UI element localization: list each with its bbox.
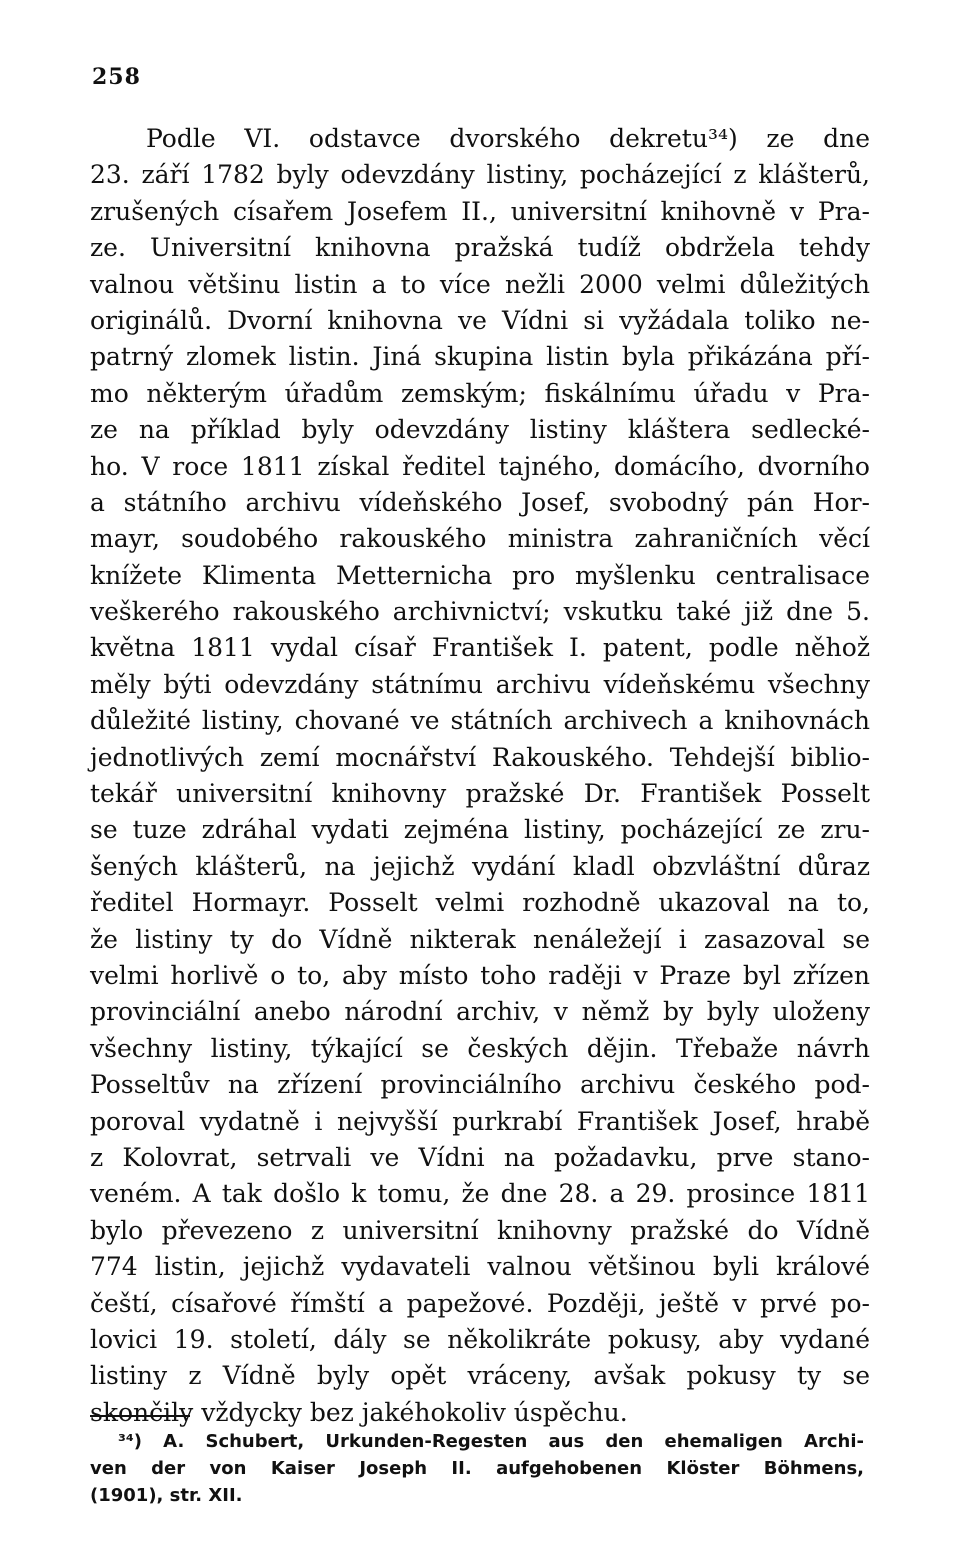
footnote-line: (1901), str. XII. bbox=[90, 1485, 243, 1506]
text-line: mo některým úřadům zemským; fiskálnímu úřadu v Pra- bbox=[90, 378, 870, 408]
text-line: patrný zlomek listin. Jiná skupina listin byla přikázána pří- bbox=[90, 342, 870, 372]
text-line: tekář universitní knihovny pražské Dr. František Posselt bbox=[90, 779, 870, 809]
footnote bbox=[90, 1428, 864, 1509]
text-line: poroval vydatně i nejvyšší purkrabí František Josef, hrabě bbox=[90, 1106, 870, 1136]
text-line: ho. V roce 1811 získal ředitel tajného, domácího, dvorního bbox=[90, 451, 870, 481]
text-line: z Kolovrat, setrvali ve Vídni na požadavku, prve stano- bbox=[90, 1142, 870, 1172]
text-line: ze. Universitní knihovna pražská tudíž obdržela tehdy bbox=[90, 233, 870, 263]
text-line: veném. A tak došlo k tomu, že dne 28. a 29. prosince 1811 bbox=[90, 1179, 870, 1209]
text-line: že listiny ty do Vídně nikterak nenáležejí i zasazoval se bbox=[90, 924, 870, 954]
text-line: a státního archivu vídeňského Josef, svobodný pán Hor- bbox=[90, 487, 870, 517]
text-line: listiny z Vídně byly opět vráceny, avšak pokusy ty se bbox=[90, 1361, 870, 1391]
text-line: šených klášterů, na jejichž vydání kladl obzvláštní důraz bbox=[90, 851, 870, 881]
text-line: jednotlivých zemí mocnářství Rakouského. Tehdejší biblio- bbox=[90, 742, 870, 772]
text-line: všechny listiny, týkající se českých dějin. Třebaže návrh bbox=[90, 1033, 870, 1063]
main-text bbox=[90, 121, 870, 1431]
footnote-divider bbox=[90, 1415, 190, 1417]
text-line: ze na příklad byly odevzdány listiny kláštera sedlecké- bbox=[90, 415, 870, 445]
footnote-line: ³⁴) A. Schubert, Urkunden-Regesten aus den ehemaligen Archi- bbox=[118, 1431, 864, 1452]
text-line: provinciální anebo národní archiv, v němž by byly uloženy bbox=[90, 997, 870, 1027]
text-line: valnou většinu listin a to více nežli 2000 velmi důležitých bbox=[90, 269, 870, 299]
text-line: důležité listiny, chované ve státních archivech a knihovnách bbox=[90, 706, 870, 736]
text-line: bylo převezeno z universitní knihovny pražské do Vídně bbox=[90, 1215, 870, 1245]
text-line: lovici 19. století, dály se několikráte pokusy, aby vydané bbox=[90, 1324, 870, 1354]
text-line: mayr, soudobého rakouského ministra zahraničních věcí bbox=[90, 524, 870, 554]
text-line: Posseltův na zřízení provinciálního archivu českého pod- bbox=[90, 1070, 870, 1100]
text-line: originálů. Dvorní knihovna ve Vídni si vyžádala toliko ne- bbox=[90, 305, 870, 335]
text-line: května 1811 vydal císař František I. patent, podle něhož bbox=[90, 633, 870, 663]
text-line: knížete Klimenta Metternicha pro myšlenku centralisace bbox=[90, 560, 870, 590]
text-line: ředitel Hormayr. Posselt velmi rozhodně ukazoval na to, bbox=[90, 888, 870, 918]
text-line: 774 listin, jejichž vydavateli valnou většinou byli králové bbox=[90, 1252, 870, 1282]
text-line: zrušených císařem Josefem II., universitní knihovně v Pra- bbox=[90, 196, 870, 226]
text-line: skončily vždycky bez jakéhokoliv úspěchu. bbox=[90, 1397, 628, 1427]
text-line: měly býti odevzdány státnímu archivu vídeňskému všechny bbox=[90, 669, 870, 699]
text-line: 23. září 1782 byly odevzdány listiny, pocházející z klášterů, bbox=[90, 160, 870, 190]
text-line: čeští, císařové římští a papežové. Později, ještě v prvé po- bbox=[90, 1288, 870, 1318]
text-line: se tuze zdráhal vydati zejména listiny, pocházející ze zru- bbox=[90, 815, 870, 845]
text-line: Podle VI. odstavce dvorského dekretu³⁴) ze dne bbox=[146, 124, 870, 153]
text-line: veškerého rakouského archivnictví; vskutku také již dne 5. bbox=[90, 597, 870, 627]
footnote-line: ven der von Kaiser Joseph II. aufgehobenen Klöster Böhmens, bbox=[90, 1458, 864, 1479]
page-number: 258 bbox=[92, 64, 141, 90]
text-line: velmi horlivě o to, aby místo toho raději v Praze byl zřízen bbox=[90, 960, 870, 990]
